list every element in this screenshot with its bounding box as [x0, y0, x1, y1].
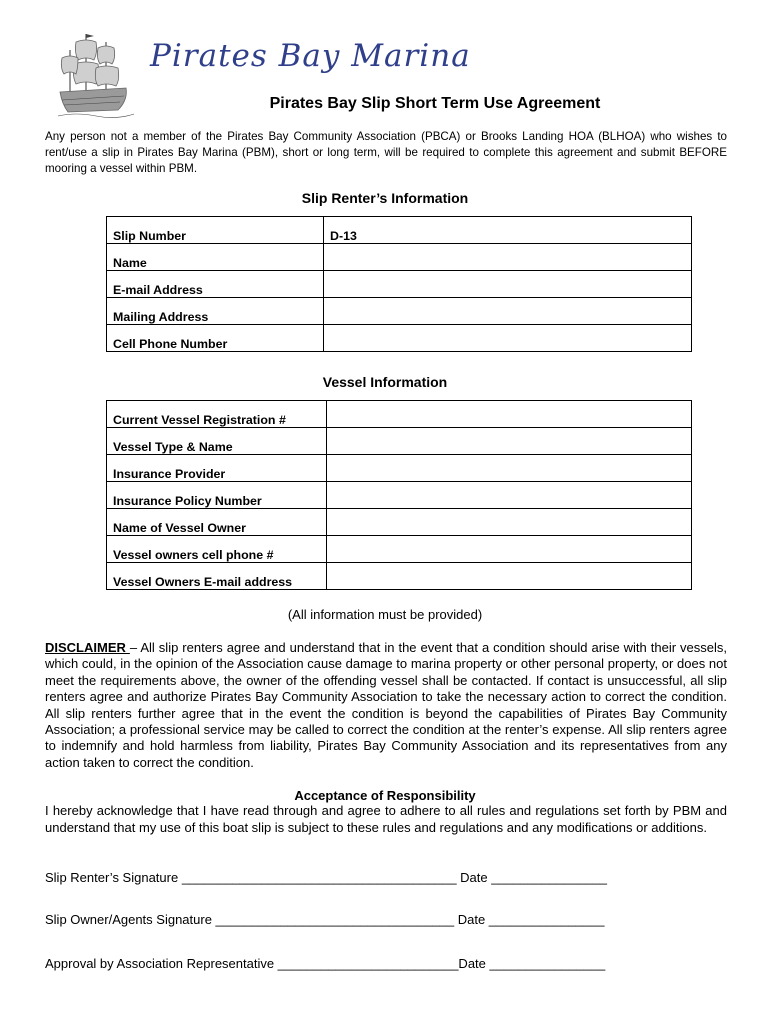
- table-row: [107, 271, 692, 298]
- insurance-provider-label: Insurance Provider: [107, 455, 327, 482]
- owner-email-label: Vessel Owners E-mail address: [107, 563, 327, 590]
- vessel-type-label: Vessel Type & Name: [107, 428, 327, 455]
- table-row: [107, 325, 692, 352]
- table-row: [107, 482, 692, 509]
- approval-signature-line[interactable]: Approval by Association Representative _________________________Date ________________: [45, 956, 606, 971]
- table-row: [107, 401, 692, 428]
- disclaimer-label: DISCLAIMER: [45, 640, 130, 655]
- table-row: [107, 563, 692, 590]
- owner-phone-label: Vessel owners cell phone #: [107, 536, 327, 563]
- name-label: Name: [107, 244, 324, 271]
- table-row: [107, 428, 692, 455]
- insurance-provider-field[interactable]: [327, 455, 692, 482]
- cell-phone-label: Cell Phone Number: [107, 325, 324, 352]
- name-field[interactable]: [324, 244, 692, 271]
- table-row: [107, 455, 692, 482]
- mailing-address-field[interactable]: [324, 298, 692, 325]
- intro-paragraph: Any person not a member of the Pirates Bay Community Association (PBCA) or Brooks Landing HOA (BLHOA) who wishes to rent/use a slip in Pirates Bay Marina (PBM), short or long term, will be required to complete this agreement and submit BEFORE mooring a vessel within PBM.: [45, 130, 727, 175]
- slip-number-field[interactable]: D-13: [324, 217, 692, 244]
- owner-email-field[interactable]: [327, 563, 692, 590]
- vessel-owner-field[interactable]: [327, 509, 692, 536]
- cell-phone-field[interactable]: [324, 325, 692, 352]
- table-row: [107, 244, 692, 271]
- vessel-owner-label: Name of Vessel Owner: [107, 509, 327, 536]
- document-title: Pirates Bay Slip Short Term Use Agreement: [269, 95, 601, 112]
- acceptance-heading: Acceptance of Responsibility: [294, 788, 476, 803]
- vessel-info-heading: Vessel Information: [322, 374, 448, 390]
- email-field[interactable]: [324, 271, 692, 298]
- table-row: [107, 509, 692, 536]
- table-row: [107, 298, 692, 325]
- vessel-type-field[interactable]: [327, 428, 692, 455]
- slip-number-label: Slip Number: [107, 217, 324, 244]
- info-required-note: (All information must be provided): [287, 607, 483, 622]
- renter-signature-line[interactable]: Slip Renter’s Signature ______________________________________ Date ________________: [45, 870, 607, 885]
- policy-number-field[interactable]: [327, 482, 692, 509]
- owner-signature-line[interactable]: Slip Owner/Agents Signature _________________________________ Date ________________: [45, 912, 605, 927]
- acceptance-text: I hereby acknowledge that I have read through and agree to adhere to all rules and regulations set forth by PBM and understand that my use of this boat slip is subject to these rules and regulations and any modifications or additions.: [45, 803, 727, 835]
- vessel-info-table: [106, 400, 692, 590]
- marina-name: Pirates Bay Marina: [150, 38, 471, 74]
- disclaimer-text: – All slip renters agree and understand that in the event that a condition should arise with their vessels, which could, in the opinion of the Association cause damage to marina property or other personal property, or does not meet the requirements above, the owner of the offending vessel shall be contacted. If contact is unsuccessful, all slip renters agree and authorize Pirates Bay Community Association to take the necessary action to correct the condition. All slip renters further agree that in the event the condition is beyond the capabilities of Pirates Bay Community Association; a professional service may be called to correct the condition at the renter’s expense. All slip renters agree to indemnify and hold harmless from liability, Pirates Bay Community Association and its representatives from any action taken to correct the condition.: [45, 640, 727, 770]
- registration-label: Current Vessel Registration #: [107, 401, 327, 428]
- renter-info-heading: Slip Renter’s Information: [301, 190, 469, 206]
- mailing-address-label: Mailing Address: [107, 298, 324, 325]
- email-label: E-mail Address: [107, 271, 324, 298]
- registration-field[interactable]: [327, 401, 692, 428]
- owner-phone-field[interactable]: [327, 536, 692, 563]
- table-row: [107, 217, 692, 244]
- disclaimer-paragraph: [45, 640, 727, 771]
- table-row: [107, 536, 692, 563]
- policy-number-label: Insurance Policy Number: [107, 482, 327, 509]
- renter-info-table: [106, 216, 692, 352]
